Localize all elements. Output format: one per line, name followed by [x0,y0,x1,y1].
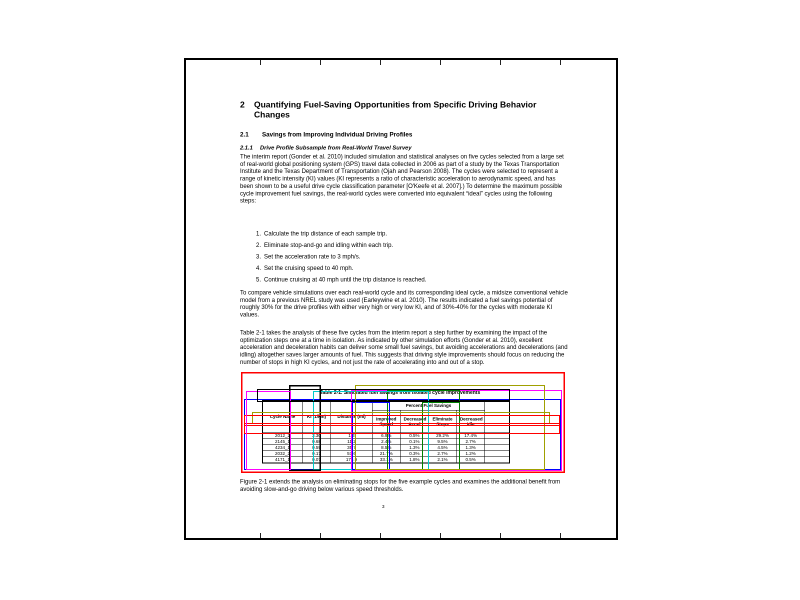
list-item-number: 3. [256,253,262,260]
table-cell: 57.6 [331,451,373,457]
list-item-text: Set the acceleration rate to 3 mph/s. [264,253,361,260]
column-header-decreased-idle: Decreased Idle [457,410,485,433]
frame-tick-mark [560,60,561,65]
table-cell: 2.7% [429,451,457,457]
frame-tick-mark [500,60,501,65]
subsubsection-heading [240,145,412,151]
paragraph-comparison: To compare vehicle simulations over each real-world cycle and its corresponding ideal cycle, a midsize conventional vehicle model from a previous NREL study was used (Earleywine et al. 2010). The results indicated a fuel savings potential of roughly 30% for the drive profiles with either very high or very low KI, and of 30%-40% for the cycles with moderate KI values. [240,289,568,319]
column-header-distance: Distance (mi) [331,401,373,433]
table-cell: 2032_2 [263,451,303,457]
column-header-decreased-accel: Decreased Accel [400,410,428,433]
paragraph-table-discussion: Table 2-1 takes the analysis of these five cycles from the interim report a step further by examining the impact of the optimization steps one at a time in isolation. As indicated by other simulation efforts (Gonder et al. 2010), excellent acceleration and deceleration habits can deliver some small fuel savings, but avoiding accelerations and decelerations (and idling) altogether saves larger amounts of fuel. This suggests that driving style improvements should focus on reducing the number of stops in high KI cycles, and not just the rate of accelerating into and out of a stop. [240,329,568,366]
list-item-number: 4. [256,264,262,272]
table-cell: 2.7% [457,439,485,445]
table-cell: 4171_1 [263,457,303,463]
subsection-number: 2.1 [240,131,249,138]
table-cell: 2012_2 [263,433,303,439]
document-image-frame [184,58,618,540]
frame-tick-mark [560,533,561,538]
table-cell: 173.9 [331,457,373,463]
column-group-header-percent-fuel-savings: Percent Fuel Savings [372,401,485,411]
list-item-text: Eliminate stop-and-go and idling within each trip. [264,241,394,249]
table-cell: 0.07 [302,457,331,463]
table-cell: 3.30 [302,433,331,439]
table-cell: 33.1% [372,457,400,463]
list-item-number: 5. [256,276,262,283]
list-item-text: Set the cruising speed to 40 mph. [264,264,354,272]
subsubsection-title: Drive Profile Subsample from Real-World Travel Survey [260,145,412,151]
table-cell: 6.9% [372,433,400,439]
column-header-eliminate-stops: Eliminate Stops [429,410,457,433]
table-cell: 2.4% [372,439,400,445]
column-header-cycle-name: Cycle Name [263,401,303,433]
list-item [256,253,556,265]
table-cell: 2145_1 [263,439,303,445]
table-cell: 17.4% [457,433,485,439]
frame-tick-mark [320,533,321,538]
table-cell: 4234_1 [263,445,303,451]
frame-tick-mark [380,533,381,538]
table-cell: 1.2% [457,451,485,457]
section-heading [240,100,568,120]
frame-tick-mark [260,60,261,65]
fuel-savings-table [262,400,510,464]
list-item [256,276,556,288]
column-header-ki: KI (1/km) [302,401,331,433]
table-cell: 0.5% [400,433,428,439]
table-cell: 1.3% [400,445,428,451]
frame-tick-mark [440,60,441,65]
table-cell: 0.68 [302,439,331,445]
frame-tick-mark [320,60,321,65]
table-cell: 1.8% [400,457,428,463]
table-cell: 35.7 [331,445,373,451]
ideal-cycle-steps-list [256,230,556,288]
table-cell: 9.5% [429,439,457,445]
table-cell: 21.7% [372,451,400,457]
list-item-number: 2. [256,241,262,249]
list-item-number: 1. [256,230,262,237]
subsection-title: Savings from Improving Individual Driving Profiles [262,131,413,138]
column-header-improved-speed: Improved Speed [372,410,400,433]
figure-reference-paragraph: Figure 2-1 extends the analysis on eliminating stops for the five example cycles and examines the additional benefit from avoiding slow-and-go driving below various speed thresholds. [240,478,561,493]
subsubsection-number: 2.1.1 [240,145,253,151]
table-cell [485,457,510,463]
table-cell: 4.5% [429,445,457,451]
table-cell: 0.59 [302,445,331,451]
section-number: 2 [240,100,245,110]
list-item-text: Calculate the trip distance of each sample trip. [264,230,388,237]
list-item [256,242,556,254]
table-cell: 0.5% [457,457,485,463]
table-caption: Table 2-1. Simulated fuel savings from isolated cycle improvements [319,390,481,396]
section-title: Quantifying Fuel-Saving Opportunities from Specific Driving Behavior Changes [254,100,537,120]
subsection-heading [240,131,412,138]
column-header-empty [485,401,510,433]
list-item [256,230,556,242]
paragraph-intro: The interim report (Gonder et al. 2010) included simulation and statistical analyses on five cycles selected from a large set of real-world global positioning system (GPS) travel data collected in 2006 as part of a study by the Texas Transportation Institute and the Texas Department of Transportation (Ojah and Pearson 2008). The cycles were selected to represent a range of kinetic intensity (KI) values (KI represents a ratio of characteristic acceleration to aerodynamic speed, and has been shown to be a useful drive cycle classification parameter [O'Keefe et al. 2007].) To determine the maximum possible cycle improvement fuel savings, the real-world cycles were converted into equivalent “ideal” cycles using the following steps: [240,153,564,205]
frame-tick-mark [380,60,381,65]
table-cell: 0.1% [400,439,428,445]
frame-tick-mark [500,533,501,538]
table-cell: 11.2 [331,439,373,445]
document-page [186,60,616,538]
table-cell: 0.17 [302,451,331,457]
page-number: 3 [382,504,385,509]
table-cell: 29.2% [429,433,457,439]
table-cell: 1.3 [331,433,373,439]
list-item-text: Continue cruising at 40 mph until the trip distance is reached. [264,276,427,283]
table-cell: 2.1% [429,457,457,463]
list-item [256,265,556,277]
frame-tick-mark [440,533,441,538]
table-row [263,457,510,463]
table-cell: 8.5% [372,445,400,451]
table-cell: 0.3% [400,451,428,457]
table-cell: 1.3% [457,445,485,451]
frame-tick-mark [260,533,261,538]
